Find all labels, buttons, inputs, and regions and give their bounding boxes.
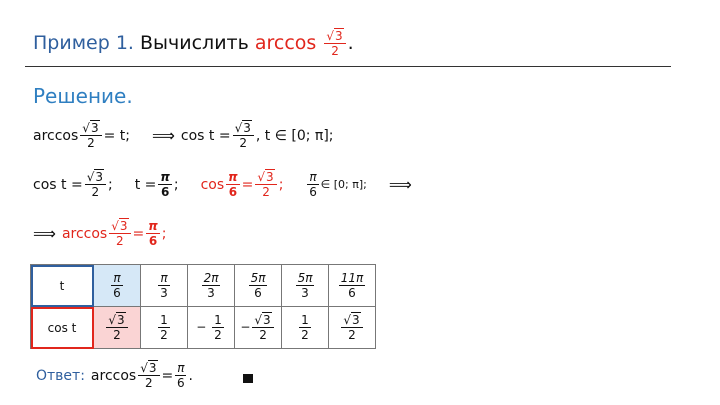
fraction: $\frac{√3}{2}$ — [138, 362, 159, 389]
arccos-text: arccos — [33, 127, 79, 144]
equals-sign: = — [241, 176, 254, 193]
range-text: ∈ [0; π]; — [320, 178, 367, 192]
title-divider — [25, 66, 671, 67]
period: . — [188, 367, 193, 384]
row-header-cos: cos t — [31, 307, 94, 349]
equals-sign: = — [161, 367, 174, 384]
semicolon: ; — [161, 225, 167, 242]
t-equals: t = — [134, 176, 157, 193]
row-header-t: t — [31, 265, 94, 307]
table-cell: $\frac{2\pi}{3}$ — [188, 265, 235, 307]
table-cell: $\frac{\pi}{3}$ — [141, 265, 188, 307]
fraction: $\frac{√3}{2}$ — [109, 220, 130, 247]
cos-t-text: cos t = — [33, 176, 83, 193]
table-cell: $\frac{5\pi}{3}$ — [282, 265, 329, 307]
equation-line-1 — [33, 122, 334, 149]
implies-arrow: ⟹ — [151, 126, 175, 146]
table-cell: $\frac{√3}{2}$ — [329, 307, 376, 349]
fraction: $\frac{√3}{2}$ — [80, 122, 101, 149]
equals-t: = t; — [103, 127, 130, 144]
fraction: $\frac{\pi}{6}$ — [148, 219, 158, 248]
table-cell: $\frac{\pi}{6}$ — [94, 265, 141, 307]
table-cell: $\frac{5\pi}{6}$ — [235, 265, 282, 307]
answer-label: Ответ: — [36, 367, 85, 384]
table-cell: $\frac{11\pi}{6}$ — [329, 265, 376, 307]
table-row — [31, 307, 376, 349]
table-cell: $\frac{1}{2}$ — [282, 307, 329, 349]
table-row — [31, 265, 376, 307]
semicolon: ; — [278, 176, 284, 193]
table-cell: − $\frac{1}{2}$ — [188, 307, 235, 349]
cos-t-text: cos t = — [180, 127, 231, 144]
arccos-text: arccos — [90, 367, 137, 384]
table-cell: $\frac{√3}{2}$ — [94, 307, 141, 349]
equals-sign: = — [132, 225, 145, 242]
equation-line-2 — [33, 171, 412, 198]
implies-arrow: ⟹ — [388, 175, 412, 195]
fraction: $\frac{√3}{2}$ — [85, 171, 106, 198]
arccos-text: arccos — [61, 225, 108, 242]
title-fraction: $\frac{√3}{2}$ — [324, 30, 345, 57]
example-label: Пример 1. — [33, 32, 134, 55]
values-table — [30, 264, 376, 349]
fraction: $\frac{\pi}{6}$ — [228, 170, 238, 199]
slide-title — [33, 30, 354, 57]
table-cell: − $\frac{√3}{2}$ — [235, 307, 282, 349]
title-verb: Вычислить — [140, 32, 249, 55]
fraction: $\frac{\pi}{6}$ — [309, 170, 317, 199]
condition-text: , t ∈ [0; π]; — [255, 127, 334, 144]
fraction: $\frac{√3}{2}$ — [233, 122, 254, 149]
semicolon: ; — [173, 176, 179, 193]
table-cell: $\frac{1}{2}$ — [141, 307, 188, 349]
cos-red-text: cos — [200, 176, 225, 193]
solution-heading: Решение. — [33, 84, 133, 108]
answer-line — [36, 362, 193, 389]
title-fn: arccos — [254, 32, 317, 55]
fraction: $\frac{\pi}{6}$ — [177, 361, 185, 390]
semicolon: ; — [107, 176, 113, 193]
fraction: $\frac{\pi}{6}$ — [160, 170, 170, 199]
equation-line-3 — [33, 220, 166, 247]
end-of-proof-icon — [243, 374, 253, 383]
title-period: . — [347, 32, 354, 55]
fraction: $\frac{√3}{2}$ — [255, 171, 276, 198]
implies-arrow: ⟹ — [33, 224, 56, 244]
